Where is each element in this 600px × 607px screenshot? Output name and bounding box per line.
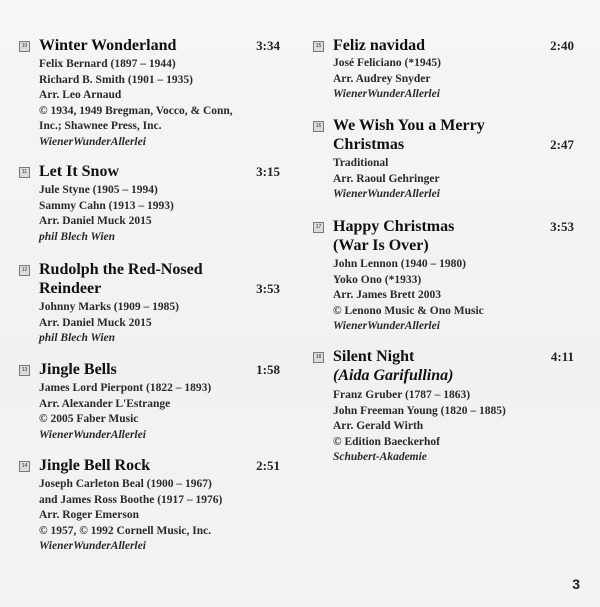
track-performer: phil Blech Wien <box>39 332 116 344</box>
track-title: Let It Snow <box>39 163 120 180</box>
track-duration: 2:51 <box>256 458 280 473</box>
track-title: Happy Christmas (War Is Over) <box>333 218 455 254</box>
track-soloist: (Aida Garifullina) <box>333 367 454 384</box>
track-performer: WienerWunderAllerlei <box>39 540 146 552</box>
track-number-icon: 14 <box>19 461 30 472</box>
track-performer: WienerWunderAllerlei <box>39 428 146 441</box>
track-performer: WienerWunderAllerlei <box>39 135 146 148</box>
track-title: We Wish You a Merry Christmas <box>333 117 485 153</box>
track-number-icon: 12 <box>19 265 30 276</box>
track-credits: James Lord Pierpont (1822 – 1893) Arr. Alexander L'Estrange © 2005 Faber Music WienerWunderAllerlei <box>39 381 211 443</box>
track-duration: 2:47 <box>550 137 574 152</box>
track-title: Jingle Bells <box>39 361 117 378</box>
track-number-icon: 18 <box>313 352 324 363</box>
track-credits: Jule Styne (1905 – 1994) Sammy Cahn (1913 – 1993) Arr. Daniel Muck 2015 phil Blech Wien <box>39 183 174 245</box>
track-title: Silent Night (Aida Garifullina) <box>333 348 454 384</box>
track-credits: Johnny Marks (1909 – 1985) Arr. Daniel Muck 2015 phil Blech Wien <box>39 300 179 347</box>
track-performer: WienerWunderAllerlei <box>333 188 440 200</box>
track-number-icon: 16 <box>313 121 324 132</box>
track-title: Jingle Bell Rock <box>39 457 151 474</box>
page-number: 3 <box>572 576 580 592</box>
track-duration: 2:40 <box>550 38 574 53</box>
track-duration: 1:58 <box>256 362 280 377</box>
track-performer: Schubert-Akademie <box>333 451 427 463</box>
track-title: Winter Wonderland <box>39 37 177 54</box>
track-performer: WienerWunderAllerlei <box>333 88 440 100</box>
track-number-icon: 11 <box>19 167 30 178</box>
track-performer: WienerWunderAllerlei <box>333 320 440 332</box>
track-duration: 3:53 <box>550 219 574 234</box>
track-duration: 4:11 <box>550 349 574 364</box>
track-duration: 3:34 <box>256 38 280 53</box>
track-number-icon: 13 <box>19 365 30 376</box>
track-title: Feliz navidad <box>333 37 426 54</box>
track-duration: 3:15 <box>256 164 280 179</box>
track-number-icon: 17 <box>313 222 324 233</box>
track-credits: John Lennon (1940 – 1980) Yoko Ono (*1933) Arr. James Brett 2003 © Lenono Music & Ono Music WienerWunderAllerlei <box>333 257 484 335</box>
track-number-icon: 10 <box>19 41 30 52</box>
track-credits: José Feliciano (*1945) Arr. Audrey Snyder WienerWunderAllerlei <box>333 56 441 103</box>
track-duration: 3:53 <box>256 281 280 296</box>
track-performer: phil Blech Wien <box>39 230 116 243</box>
track-credits: Traditional Arr. Raoul Gehringer WienerWunderAllerlei <box>333 156 440 203</box>
track-credits: Joseph Carleton Beal (1900 – 1967) and James Ross Boothe (1917 – 1976) Arr. Roger Emerson © 1957, © 1992 Cornell Music, Inc. WienerWunderAllerlei <box>39 477 222 555</box>
track-credits: Franz Gruber (1787 – 1863) John Freeman Young (1820 – 1885) Arr. Gerald Wirth © Edition Baeckerhof Schubert-Akademie <box>333 388 506 466</box>
track-number-icon: 15 <box>313 41 324 52</box>
track-credits: Felix Bernard (1897 – 1944) Richard B. Smith (1901 – 1935) Arr. Leo Arnaud © 1934, 1949 Bregman, Vocco, & Conn, Inc.; Shawnee Press, Inc. WienerWunderAllerlei <box>39 57 233 150</box>
track-title: Rudolph the Red-Nosed Reindeer <box>39 261 203 297</box>
